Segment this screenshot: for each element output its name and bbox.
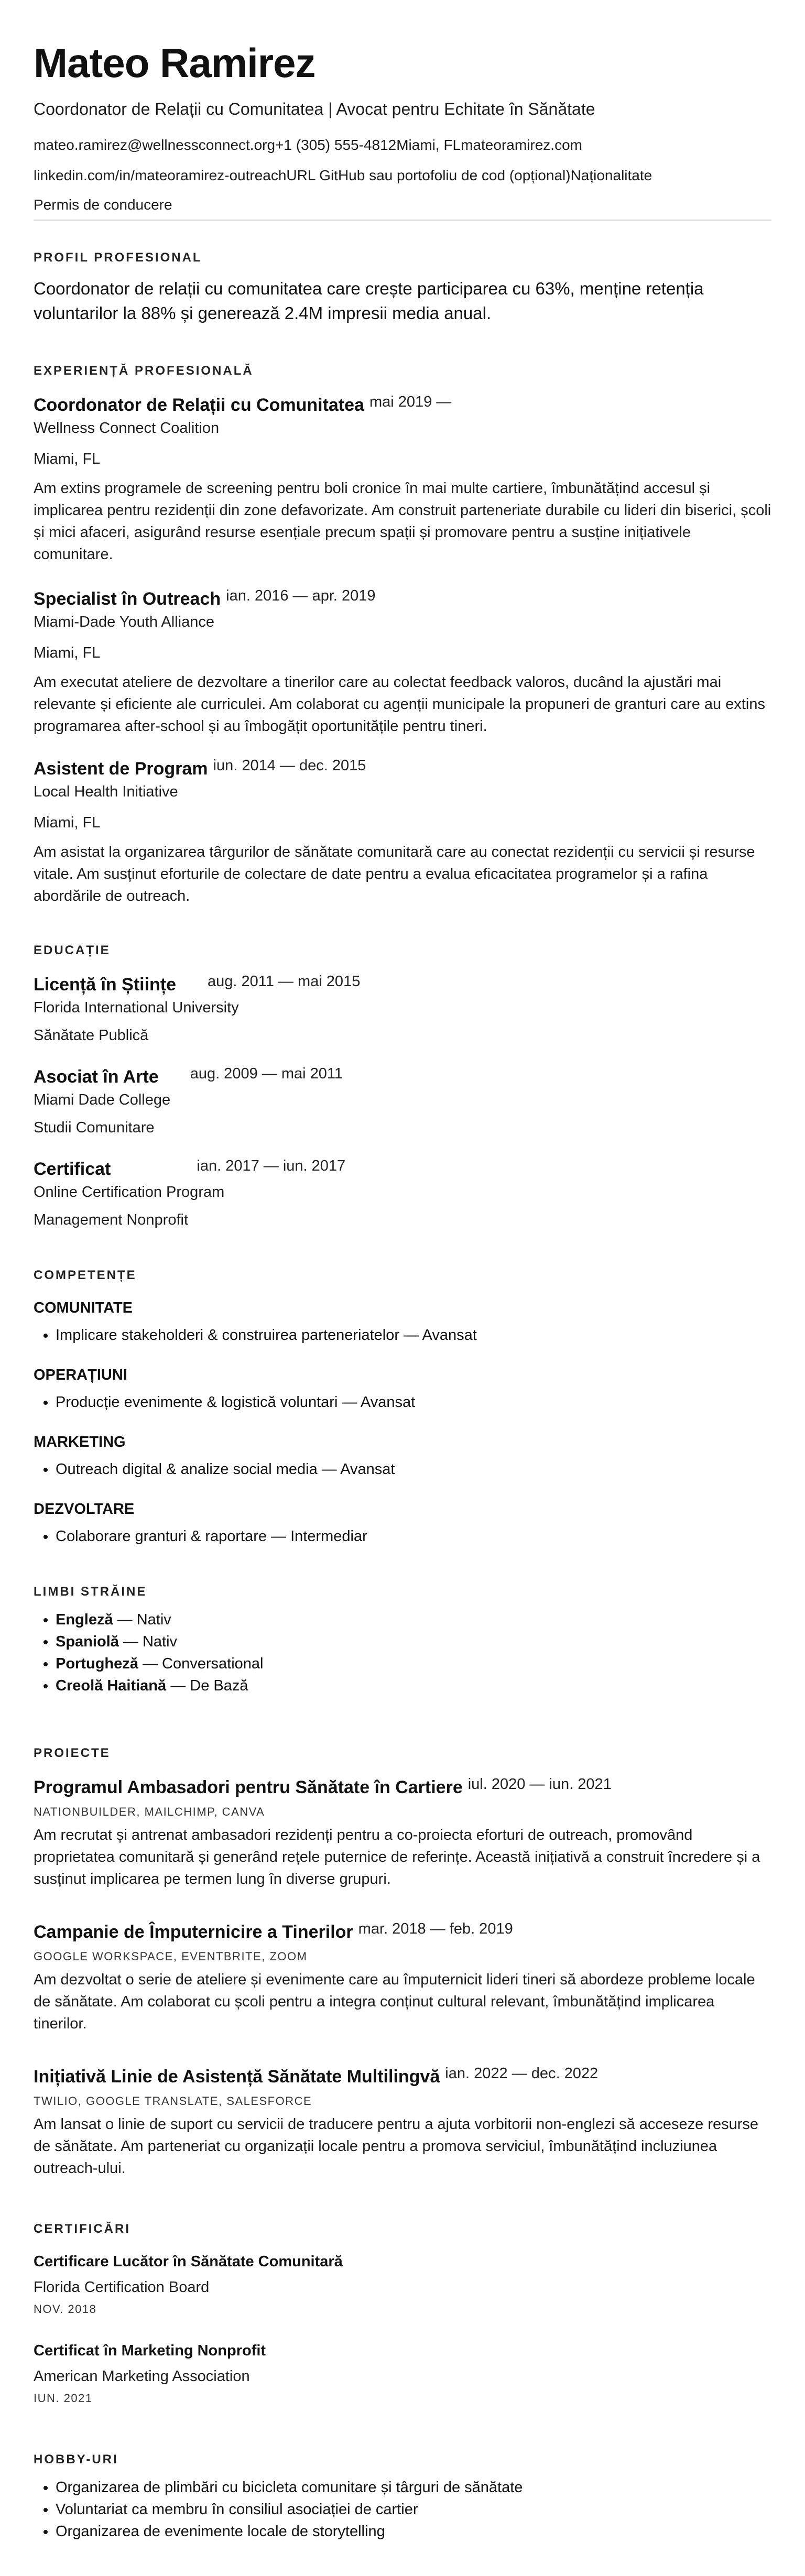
project-tags: NATIONBUILDER, MAILCHIMP, CANVA bbox=[34, 1805, 265, 1818]
section-title-certifications: CERTIFICĂRI bbox=[34, 2222, 130, 2236]
section-title-languages: LIMBI STRĂINE bbox=[34, 1585, 147, 1599]
language-level: — De Bază bbox=[166, 1677, 248, 1695]
degree-title: Certificat bbox=[34, 1159, 111, 1179]
profile-summary: Coordonator de relații cu comunitatea care crește participarea cu 63%, menține retenția voluntarilor la 88% și generează 2.4M impresii media anual. bbox=[34, 279, 704, 323]
job-organization: Wellness Connect Coalition bbox=[34, 420, 220, 436]
language-name: Engleză bbox=[56, 1611, 113, 1628]
field-of-study: Sănătate Publică bbox=[34, 1027, 149, 1044]
contact-line-2: linkedin.com/in/mateoramirez-outreachURL GitHub sau portofoliu de cod (opțional)Naționalitate bbox=[34, 167, 652, 183]
project-tags: TWILIO, GOOGLE TRANSLATE, SALESFORCE bbox=[34, 2094, 312, 2108]
skill-group-title: OPERAȚIUNI bbox=[34, 1367, 127, 1383]
project-title: Programul Ambasadori pentru Sănătate în Cartiere bbox=[34, 1777, 463, 1797]
language-item bbox=[56, 1609, 771, 1631]
job-title: Coordonator de Relații cu Comunitatea bbox=[34, 395, 364, 415]
language-item bbox=[56, 1675, 771, 1697]
job-date: mai 2019 — bbox=[369, 394, 452, 410]
education-section bbox=[34, 943, 771, 958]
degree-date: ian. 2017 — iun. 2017 bbox=[197, 1158, 346, 1174]
skill-item: • Colaborare granturi & raportare — Intermediar bbox=[56, 1525, 771, 1547]
certification-issuer: Florida Certification Board bbox=[34, 2279, 210, 2296]
skill-group bbox=[34, 1434, 771, 1480]
projects-section bbox=[34, 1746, 771, 1761]
hobby-item: • Organizarea de evenimente locale de storytelling bbox=[56, 2520, 771, 2542]
project-date: iul. 2020 — iun. 2021 bbox=[467, 1776, 612, 1793]
skill-group bbox=[34, 1300, 771, 1346]
education-item bbox=[34, 1159, 771, 1229]
job-date: iun. 2014 — dec. 2015 bbox=[213, 757, 366, 774]
project-title: Campanie de Împuternicire a Tinerilor bbox=[34, 1922, 353, 1942]
skill-item: • Implicare stakeholderi & construirea parteneriatelor — Avansat bbox=[56, 1324, 771, 1346]
job-location: Miami, FL bbox=[34, 451, 101, 467]
degree-title: Asociat în Arte bbox=[34, 1067, 159, 1087]
skills-section bbox=[34, 1268, 771, 1283]
language-level: — Nativ bbox=[118, 1633, 178, 1651]
headline: Coordonator de Relații cu Comunitatea | Avocat pentru Echitate în Sănătate bbox=[34, 99, 595, 118]
school-name: Miami Dade College bbox=[34, 1091, 171, 1108]
job-organization: Local Health Initiative bbox=[34, 783, 178, 800]
job-title: Specialist în Outreach bbox=[34, 589, 221, 609]
contact-line-3: Permis de conducere bbox=[34, 196, 172, 213]
job-location: Miami, FL bbox=[34, 814, 101, 831]
school-name: Florida International University bbox=[34, 999, 239, 1016]
experience-item bbox=[34, 395, 771, 565]
job-description: Am extins programele de screening pentru boli cronice în mai multe cartiere, îmbunătățind accesul și implicarea pentru rezidenții din zone defavorizate. Am construit parteneriate durabile cu lideri din biserici, școli și mici afaceri, asigurând resurse esențiale precum spații și promovare pentru a susține inițiativele comunitare. bbox=[34, 480, 771, 563]
job-location: Miami, FL bbox=[34, 645, 101, 661]
section-title-skills: COMPETENȚE bbox=[34, 1268, 137, 1282]
project-description: Am recrutat și antrenat ambasadori rezidenți pentru a co-proiecta eforturi de outreach, promovând proprietatea comunitară și generând rețele puternice de referințe. Această inițiativă a construit încredere și a susținut implicarea pe termen lung în diverse grupuri. bbox=[34, 1827, 760, 1888]
section-title-profile: PROFIL PROFESIONAL bbox=[34, 250, 202, 265]
certification-item bbox=[34, 2342, 771, 2405]
certification-item bbox=[34, 2253, 771, 2316]
header-divider bbox=[34, 220, 771, 221]
job-description: Am executat ateliere de dezvoltare a tinerilor care au colectat feedback valoros, ducând la ajustări mai relevante și eficiente ale curriculei. Am colaborat cu agenții municipale la propuneri de granturi care au extins programarea after-school și au îmbogățit oportunitățile pentru tineri. bbox=[34, 674, 765, 735]
project-item bbox=[34, 1777, 771, 1890]
experience-item bbox=[34, 589, 771, 737]
hobbies-section bbox=[34, 2452, 771, 2542]
project-title: Inițiativă Linie de Asistență Sănătate Multilingvă bbox=[34, 2067, 440, 2087]
language-name: Creolă Haitiană bbox=[56, 1677, 167, 1695]
degree-date: aug. 2011 — mai 2015 bbox=[208, 973, 361, 990]
project-tags: GOOGLE WORKSPACE, EVENTBRITE, ZOOM bbox=[34, 1950, 308, 1963]
section-title-experience: EXPERIENȚĂ PROFESIONALĂ bbox=[34, 364, 254, 378]
language-item bbox=[56, 1631, 771, 1653]
project-item bbox=[34, 1922, 771, 2035]
hobby-item: • Voluntariat ca membru în consiliul asociației de cartier bbox=[56, 2498, 771, 2520]
education-item bbox=[34, 1067, 771, 1137]
hobby-item: • Organizarea de plimbări cu bicicleta comunitare și târguri de sănătate bbox=[56, 2476, 771, 2498]
section-title-education: EDUCAȚIE bbox=[34, 943, 111, 957]
candidate-name: Mateo Ramirez bbox=[34, 40, 316, 86]
certification-title: Certificare Lucător în Sănătate Comunitară bbox=[34, 2253, 343, 2270]
project-date: ian. 2022 — dec. 2022 bbox=[445, 2065, 599, 2082]
language-name: Portugheză bbox=[56, 1655, 138, 1673]
experience-item bbox=[34, 759, 771, 907]
language-name: Spaniolă bbox=[56, 1633, 119, 1651]
languages-section bbox=[34, 1585, 771, 1697]
language-item bbox=[56, 1653, 771, 1675]
project-date: mar. 2018 — feb. 2019 bbox=[358, 1920, 513, 1937]
language-level: — Conversational bbox=[138, 1655, 264, 1673]
field-of-study: Management Nonprofit bbox=[34, 1211, 188, 1228]
skill-item: • Producție evenimente & logistică voluntari — Avansat bbox=[56, 1391, 771, 1413]
skill-group-title: DEZVOLTARE bbox=[34, 1501, 135, 1518]
job-date: ian. 2016 — apr. 2019 bbox=[226, 587, 376, 604]
skill-group bbox=[34, 1501, 771, 1547]
contact-line-1: mateo.ramirez@wellnessconnect.org+1 (305) 555-4812Miami, FLmateoramirez.com bbox=[34, 136, 582, 153]
experience-section bbox=[34, 364, 771, 378]
job-organization: Miami-Dade Youth Alliance bbox=[34, 614, 214, 630]
project-description: Am lansat o linie de suport cu servicii de traducere pentru a ajuta vorbitorii non-englezi să acceseze resurse de sănătate. Am parteneriat cu organizații locale pentru a promova serviciul, îmbunătățind incluziunea outreach-ului. bbox=[34, 2116, 759, 2177]
certification-date: IUN. 2021 bbox=[34, 2392, 93, 2405]
language-level: — Nativ bbox=[113, 1611, 171, 1628]
skill-item: • Outreach digital & analize social media — Avansat bbox=[56, 1458, 771, 1480]
degree-date: aug. 2009 — mai 2011 bbox=[190, 1065, 343, 1082]
section-title-projects: PROIECTE bbox=[34, 1746, 111, 1760]
project-description: Am dezvoltat o serie de ateliere și evenimente care au împuternicit lideri tineri să abordeze probleme locale de sănătate. Am colaborat cu școli pentru a integra conținut cultural relevant, îmbunătățind implicarea tinerilor. bbox=[34, 1971, 755, 2033]
school-name: Online Certification Program bbox=[34, 1184, 225, 1200]
field-of-study: Studii Comunitare bbox=[34, 1119, 155, 1136]
project-item bbox=[34, 2067, 771, 2179]
certification-date: NOV. 2018 bbox=[34, 2302, 97, 2316]
degree-title: Licență în Științe bbox=[34, 975, 177, 995]
certification-issuer: American Marketing Association bbox=[34, 2368, 250, 2385]
resume-content bbox=[34, 40, 771, 2540]
certification-title: Certificat în Marketing Nonprofit bbox=[34, 2342, 266, 2359]
skill-group-title: MARKETING bbox=[34, 1434, 126, 1450]
skill-group bbox=[34, 1367, 771, 1413]
job-description: Am asistat la organizarea târgurilor de sănătate comunitară care au conectat rezidenții cu servicii și resurse vitale. Am susținut eforturile de colectare de date pentru a evalua eficacitatea programelor și a rafina abordările de outreach. bbox=[34, 844, 755, 905]
certifications-section bbox=[34, 2222, 771, 2236]
skill-group-title: COMUNITATE bbox=[34, 1300, 133, 1316]
profile-section bbox=[34, 250, 771, 326]
education-item bbox=[34, 975, 771, 1044]
section-title-hobbies: HOBBY-URI bbox=[34, 2452, 118, 2466]
job-title: Asistent de Program bbox=[34, 759, 208, 779]
